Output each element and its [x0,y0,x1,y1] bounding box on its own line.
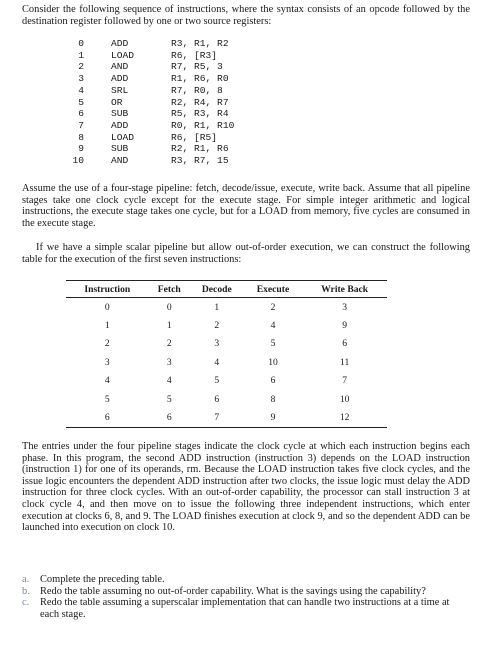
table-cell: 6 [342,338,348,350]
instruction-line [58,38,234,50]
header-decode: Decode [190,281,244,298]
instruction-opcode: OR [111,96,123,108]
instruction-number: 4 [78,84,84,96]
instruction-line [58,143,234,155]
table-cell: 1 [166,320,172,332]
table-cell: 10 [268,356,278,368]
table-cell: 3 [214,338,220,350]
instruction-operands: R3, R1, R2 [171,38,229,49]
instruction-line [58,50,234,62]
table-header-row [66,281,387,298]
instruction-number: 6 [78,108,84,120]
header-fetch: Fetch [149,281,190,298]
pipeline-paragraph: Assume the use of a four-stage pipeline: fetch, decode/issue, execute, write back. Assume that all pipeline stages take one clock cycle except for the execute stage. For simple integer arithmetic and logical instructions, the execute stage takes one cycle, but for a LOAD from memory, five cycles are consumed in the execute stage. [22,183,470,229]
instruction-operands: R1, R6, R0 [171,73,229,85]
instruction-operands: R3, R7, 15 [171,155,229,167]
table-row [66,353,387,371]
instruction-line [58,97,234,109]
table-intro-text: If we have a simple scalar pipeline but allow out-of-order execution, we can construct the following table for the execution of the first seven instructions: [22,242,470,265]
instruction-opcode: LOAD [111,49,135,61]
instruction-line [58,155,234,167]
header-instruction: Instruction [66,281,149,298]
table-cell: 12 [302,408,387,427]
table-cell: 1 [104,320,110,332]
table-cell: 6 [149,408,190,427]
table-cell: 9 [342,320,348,332]
explanation-paragraph: The entries under the four pipeline stages indicate the clock cycle at which each instruction begins each phase. In this program, the second ADD instruction (instruction 3) depends on the LOAD instruction (instruction 1) for one of its operands, rm. Because the LOAD instruction takes five clock cycles, and the issue logic encounters the dependent ADD instruction after two clocks, the issue logic must delay the ADD instruction for three clock cycles. With an out-of-order capability, the processor can stall instruction 3 at clock cycle 4, and then move on to issue the following three independent instructions, which enter execution at clocks 6, 8, and 9. The LOAD finishes execution at clock 9, and so the dependent ADD can be launched into execution on clock 10. [22,441,470,534]
instruction-number: 3 [78,73,84,85]
header-write-back: Write Back [302,281,387,298]
instruction-line [58,120,234,132]
instruction-operands: R6, [R3] [171,49,218,61]
instruction-line [58,85,234,97]
table-cell: 2 [214,320,220,332]
table-cell: 3 [342,301,348,313]
instruction-opcode: SUB [111,108,129,120]
table-cell: 2 [104,338,110,350]
instruction-operands: R7, R5, 3 [171,61,223,73]
pipeline-schedule-table [66,280,387,428]
table-cell: 10 [339,393,350,405]
table-cell: 9 [244,408,303,427]
table-cell: 7 [342,375,348,387]
instruction-operands: R2, R4, R7 [171,96,229,108]
instruction-operands: R6, [R5] [171,131,218,143]
table-cell: 2 [166,338,172,350]
question-item [22,574,470,586]
table-cell: 4 [166,375,172,387]
instruction-number: 10 [72,155,84,167]
question-label: b. [22,585,30,597]
table-row [66,372,387,390]
table-cell: 0 [166,301,172,313]
instruction-number: 5 [78,96,84,108]
table-row [66,335,387,353]
question-text: Redo the table assuming no out-of-order capability. What is the savings using the capability? [40,585,426,597]
table-cell: 0 [104,301,110,313]
instruction-number: 0 [78,38,84,49]
instruction-opcode: AND [111,155,129,167]
instruction-opcode: AND [111,61,129,73]
instruction-opcode: SUB [111,143,129,155]
instruction-line [58,132,234,144]
instruction-listing [58,38,234,167]
instruction-line [58,73,234,85]
table-row [66,390,387,408]
instruction-operands: R5, R3, R4 [171,108,229,120]
table-cell: 3 [166,356,172,368]
table-cell: 1 [214,301,220,313]
table-cell: 4 [104,375,110,387]
instruction-number: 8 [78,131,84,143]
instruction-line [58,108,234,120]
header-execute: Execute [244,281,303,298]
question-list [22,574,470,620]
instruction-number: 9 [78,143,84,155]
table-cell: 2 [270,301,276,313]
instruction-opcode: SRL [111,84,129,96]
instruction-line [58,61,234,73]
table-cell: 6 [66,408,149,427]
instruction-number: 7 [78,119,84,131]
table-cell: 5 [214,375,220,387]
question-item [22,586,470,598]
question-label: c. [22,597,30,609]
table-cell: 5 [166,393,172,405]
table-cell: 7 [190,408,244,427]
question-text: Complete the preceding table. [40,574,165,585]
question-text: Redo the table assuming a superscalar implementation that can handle two instructions at a time at each stage. [40,597,450,620]
table-intro-paragraph [22,242,470,265]
question-item [22,597,470,620]
instruction-number: 1 [78,49,84,61]
table-cell: 8 [270,393,276,405]
intro-paragraph: Consider the following sequence of instructions, where the syntax consists of an opcode followed by the destination register followed by one or two source registers: [22,4,470,27]
table-cell: 4 [214,356,220,368]
instruction-operands: R2, R1, R6 [171,143,229,155]
instruction-operands: R0, R1, R10 [171,119,235,131]
table-cell: 6 [270,375,276,387]
table-row [66,408,387,427]
table-cell: 11 [340,356,350,368]
table-cell: 3 [104,356,110,368]
instruction-operands: R7, R0, 8 [171,84,223,96]
table-row [66,298,387,317]
instruction-opcode: ADD [111,38,129,49]
table-cell: 5 [104,393,110,405]
instruction-opcode: LOAD [111,131,135,143]
table-row [66,316,387,334]
instruction-opcode: ADD [111,73,129,85]
table-cell: 4 [270,320,276,332]
question-label: a. [22,574,30,585]
table-cell: 6 [214,393,220,405]
instruction-opcode: ADD [111,119,129,131]
table-cell: 5 [270,338,276,350]
instruction-number: 2 [78,61,84,73]
